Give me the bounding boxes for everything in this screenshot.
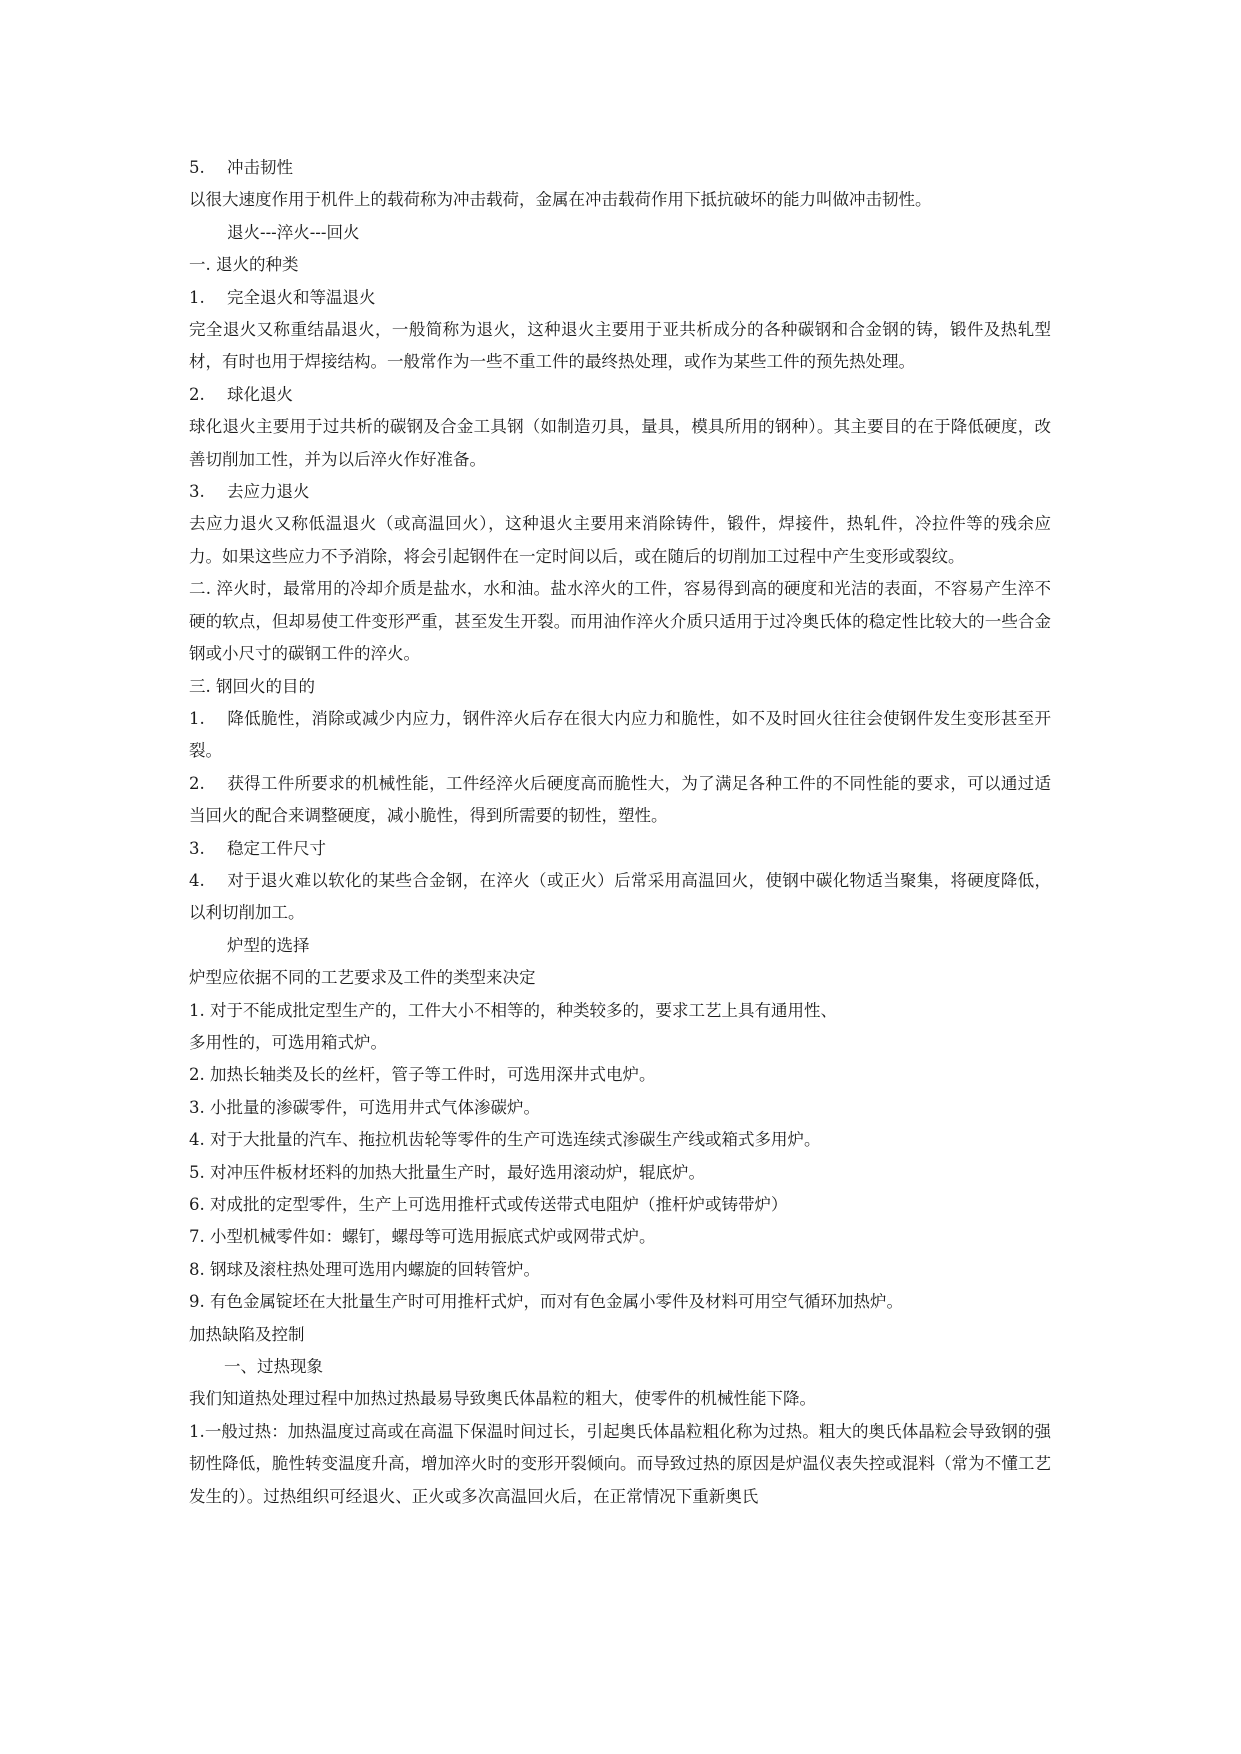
item-text: 冲击韧性	[227, 158, 293, 177]
paragraph: 去应力退火又称低温退火（或高温回火），这种退火主要用来消除铸件，锻件，焊接件，热轧件，冷拉件等的残余应力。如果这些应力不予消除，将会引起钢件在一定时间以后，或在随后的切削加工过程中产生变形或裂纹。	[189, 514, 1051, 566]
paragraph: 以很大速度作用于机件上的载荷称为冲击载荷，金属在冲击载荷作用下抵抗破坏的能力叫做冲击韧性。	[189, 190, 932, 210]
paragraph: 完全退火又称重结晶退火，一般简称为退火，这种退火主要用于亚共析成分的各种碳钢和合金钢的铸，锻件及热轧型材，有时也用于焊接结构。一般常作为一些不重工件的最终热处理，或作为某些工件的预先热处理。	[189, 320, 1051, 372]
item-number: 1.	[189, 287, 205, 307]
item-text: 球化退火	[227, 384, 293, 404]
item-number: 2.	[189, 773, 205, 793]
list-item: 7. 小型机械零件如：螺钉，螺母等可选用振底式炉或网带式炉。	[189, 1227, 656, 1247]
list-item	[189, 282, 1051, 314]
document-body	[189, 152, 1051, 1513]
list-item	[189, 379, 1051, 411]
section-heading	[189, 152, 1051, 184]
section-title: 退火---淬火---回火	[227, 222, 360, 242]
list-item: 5. 对冲压件板材坯料的加热大批量生产时，最好选用滚动炉，辊底炉。	[189, 1162, 705, 1182]
item-number: 3.	[189, 838, 205, 858]
item-text: 去应力退火	[227, 482, 310, 502]
list-item: 6. 对成批的定型零件，生产上可选用推杆式或传送带式电阻炉（推杆炉或铸带炉）	[189, 1195, 788, 1214]
item-text: 对于退火难以软化的某些合金钢，在淬火（或正火）后常采用高温回火，使钢中碳化物适当聚集，将硬度降低，以利切削加工。	[189, 870, 1051, 923]
list-item: 9. 有色金属锭坯在大批量生产时可用推杆式炉，而对有色金属小零件及材料可用空气循环加热炉。	[189, 1292, 903, 1312]
section-title: 炉型的选择	[227, 935, 310, 955]
item-number: 2.	[189, 384, 205, 404]
paragraph: 我们知道热处理过程中加热过热最易导致奥氏体晶粒的粗大，使零件的机械性能下降。	[189, 1389, 816, 1409]
item-number: 3.	[189, 482, 205, 502]
list-item: 3. 小批量的渗碳零件，可选用井式气体渗碳炉。	[189, 1097, 540, 1117]
paragraph: 二. 淬火时，最常用的冷却介质是盐水，水和油。盐水淬火的工件，容易得到高的硬度和光洁的表面，不容易产生淬不硬的软点，但却易使工件变形严重，甚至发生开裂。而用油作淬火介质只适用于过冷奥氏体的稳定性比较大的一些合金钢或小尺寸的碳钢工件的淬火。	[189, 579, 1051, 664]
list-item	[189, 865, 1051, 930]
list-item-continuation: 多用性的，可选用箱式炉。	[189, 1032, 387, 1052]
paragraph: 1.一般过热：加热温度过高或在高温下保温时间过长，引起奥氏体晶粒粗化称为过热。粗大的奥氏体晶粒会导致钢的强韧性降低，脆性转变温度升高，增加淬火时的变形开裂倾向。而导致过热的原因是炉温仪表失控或混料（常为不懂工艺发生的）。过热组织可经退火、正火或多次高温回火后，在正常情况下重新奥氏	[189, 1421, 1051, 1506]
list-item	[189, 476, 1051, 508]
item-number: 5.	[189, 158, 205, 177]
item-text: 稳定工件尺寸	[227, 838, 326, 858]
list-item: 8. 钢球及滚柱热处理可选用内螺旋的回转管炉。	[189, 1259, 540, 1279]
list-item: 1. 对于不能成批定型生产的，工件大小不相等的，种类较多的，要求工艺上具有通用性、	[189, 1000, 837, 1020]
list-item	[189, 768, 1051, 833]
section-heading: 加热缺陷及控制	[189, 1324, 305, 1344]
list-item	[189, 703, 1051, 768]
item-text: 获得工件所要求的机械性能，工件经淬火后硬度高而脆性大，为了满足各种工件的不同性能的要求，可以通过适当回火的配合来调整硬度，减小脆性，得到所需要的韧性，塑性。	[189, 773, 1051, 826]
section-heading: 三. 钢回火的目的	[189, 676, 315, 696]
item-text: 完全退火和等温退火	[227, 287, 376, 307]
sub-heading: 一、过热现象	[224, 1357, 323, 1377]
paragraph: 炉型应依据不同的工艺要求及工件的类型来决定	[189, 968, 536, 988]
list-item: 4. 对于大批量的汽车、拖拉机齿轮等零件的生产可选连续式渗碳生产线或箱式多用炉。	[189, 1130, 821, 1150]
item-text: 降低脆性，消除或减少内应力，钢件淬火后存在很大内应力和脆性，如不及时回火往往会使钢件发生变形甚至开裂。	[189, 708, 1051, 761]
item-number: 1.	[189, 708, 205, 728]
list-item	[189, 833, 1051, 865]
list-item: 2. 加热长轴类及长的丝杆，管子等工件时，可选用深井式电炉。	[189, 1065, 656, 1085]
item-number: 4.	[189, 870, 205, 890]
paragraph: 球化退火主要用于过共析的碳钢及合金工具钢（如制造刃具，量具，模具所用的钢种）。其主要目的在于降低硬度，改善切削加工性，并为以后淬火作好准备。	[189, 417, 1051, 469]
section-heading: 一. 退火的种类	[189, 255, 299, 275]
